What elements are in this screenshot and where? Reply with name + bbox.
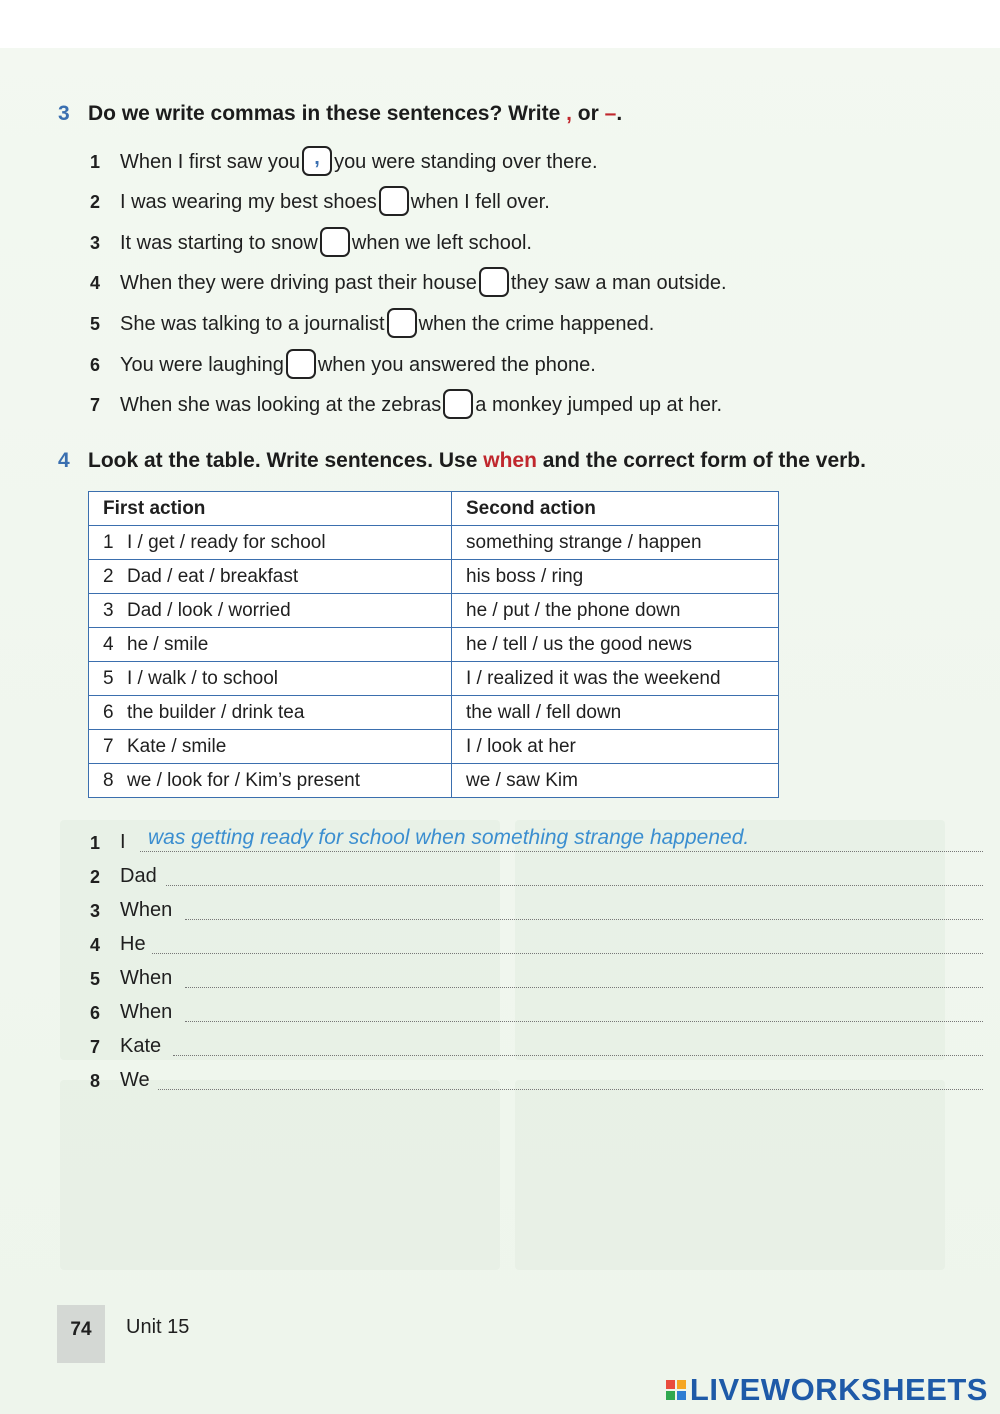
sentence-part: when you answered the phone.: [317, 354, 596, 376]
sentence-part: When I first saw you: [120, 151, 301, 173]
brand-text: LIVEWORKSHEETS: [689, 1372, 988, 1407]
row-number: 2: [103, 565, 114, 587]
exercise-4-title: [58, 449, 866, 473]
answer-row: [90, 894, 983, 924]
page-number: 74: [57, 1305, 105, 1363]
sentence-part: they saw a man outside.: [510, 272, 727, 294]
second-action-cell: he / put / the phone down: [452, 594, 779, 628]
table-row: [89, 594, 779, 628]
answer-number: 7: [90, 1037, 101, 1057]
comma-item: [90, 228, 532, 258]
second-action-cell: the wall / fell down: [452, 696, 779, 730]
instruction-text: Do we write commas in these sentences? Write: [88, 102, 567, 125]
row-number: 8: [103, 769, 114, 791]
answer-line[interactable]: [152, 952, 983, 954]
answer-line[interactable]: [185, 918, 983, 920]
cell-text: I / walk / to school: [127, 667, 279, 689]
answer-box[interactable]: [443, 389, 473, 419]
answer-number: 1: [90, 833, 101, 853]
sentence-part: When they were driving past their house: [120, 272, 477, 294]
second-action-cell: his boss / ring: [452, 560, 779, 594]
item-number: 6: [90, 355, 101, 375]
row-number: 7: [103, 735, 114, 757]
instruction-or: or: [571, 102, 605, 125]
answer-row: [90, 996, 983, 1026]
answer-box[interactable]: ,: [302, 146, 332, 176]
comma-symbol: ,: [566, 102, 572, 125]
answer-number: 3: [90, 901, 101, 921]
exercise-number: 4: [58, 449, 70, 472]
answer-stem: Dad: [120, 865, 157, 887]
comma-item: [90, 350, 596, 380]
comma-item: [90, 147, 598, 177]
second-action-cell: I / look at her: [452, 730, 779, 764]
first-action-cell: [89, 628, 452, 662]
row-number: 1: [103, 531, 114, 553]
background-panel: [60, 1080, 500, 1270]
item-number: 4: [90, 273, 101, 293]
cell-text: he / smile: [127, 633, 209, 655]
answer-line[interactable]: [185, 1020, 983, 1022]
comma-item: [90, 268, 727, 298]
row-number: 3: [103, 599, 114, 621]
row-number: 5: [103, 667, 114, 689]
answer-number: 6: [90, 1003, 101, 1023]
answer-stem: When: [120, 967, 173, 989]
sentence-part: When she was looking at the zebras: [120, 394, 442, 416]
sentence-part: when I fell over.: [410, 191, 550, 213]
item-number: 2: [90, 192, 101, 212]
table-row: [89, 730, 779, 764]
answer-number: 2: [90, 867, 101, 887]
second-action-cell: something strange / happen: [452, 526, 779, 560]
answer-line[interactable]: [158, 1088, 983, 1090]
table-header-row: [89, 492, 779, 526]
answer-row: [90, 1064, 983, 1094]
sentence-part: you were standing over there.: [334, 151, 598, 173]
answer-number: 8: [90, 1071, 101, 1091]
keyword-when: when: [483, 449, 537, 472]
cell-text: the builder / drink tea: [127, 701, 305, 723]
logo-mark-icon: [666, 1380, 686, 1400]
answer-row: [90, 860, 983, 890]
instruction-end: .: [616, 102, 623, 125]
answer-stem: When: [120, 1001, 173, 1023]
item-number: 3: [90, 233, 101, 253]
cell-text: we / look for / Kim’s present: [127, 769, 361, 791]
liveworksheets-logo: [666, 1372, 988, 1408]
cell-text: Kate / smile: [127, 735, 227, 757]
sentence-part: when we left school.: [351, 232, 532, 254]
header-second-action: Second action: [452, 492, 779, 526]
sentence-part: I was wearing my best shoes: [120, 191, 377, 213]
background-panel: [515, 1080, 945, 1270]
cell-text: Dad / look / worried: [127, 599, 291, 621]
answer-row: [90, 1030, 983, 1060]
sentence-part: It was starting to snow: [120, 232, 318, 254]
table-row: [89, 526, 779, 560]
item-number: 7: [90, 395, 101, 415]
second-action-cell: I / realized it was the weekend: [452, 662, 779, 696]
table-row: [89, 628, 779, 662]
first-action-cell: [89, 560, 452, 594]
table-row: [89, 696, 779, 730]
answer-box[interactable]: [387, 308, 417, 338]
second-action-cell: he / tell / us the good news: [452, 628, 779, 662]
comma-item: [90, 187, 550, 217]
answer-number: 4: [90, 935, 101, 955]
sentence-part: when the crime happened.: [418, 313, 655, 335]
cell-text: Dad / eat / breakfast: [127, 565, 299, 587]
exercise-number: 3: [58, 102, 70, 125]
item-number: 5: [90, 314, 101, 334]
answer-box[interactable]: [379, 186, 409, 216]
answer-row: [90, 928, 983, 958]
answer-stem: Kate: [120, 1035, 162, 1057]
item-number: 1: [90, 152, 101, 172]
first-action-cell: [89, 764, 452, 798]
instruction-text: and the correct form of the verb.: [536, 449, 866, 472]
answer-line[interactable]: [140, 850, 983, 852]
table-row: [89, 560, 779, 594]
header-first-action: First action: [89, 492, 452, 526]
answer-box[interactable]: [286, 349, 316, 379]
sentence-part: You were laughing: [120, 354, 284, 376]
dash-symbol: –: [604, 102, 617, 125]
comma-item: [90, 309, 654, 339]
answer-line[interactable]: [185, 986, 983, 988]
answer-row: [90, 962, 983, 992]
answer-stem: When: [120, 899, 173, 921]
answer-stem: He: [120, 933, 146, 955]
example-answer: was getting ready for school when something strange happened.: [148, 826, 750, 849]
table-row: [89, 764, 779, 798]
answer-box[interactable]: [320, 227, 350, 257]
table-row: [89, 662, 779, 696]
exercise-3-title: [58, 102, 622, 126]
answer-stem: We: [120, 1069, 150, 1091]
instruction-text: Look at the table. Write sentences. Use: [88, 449, 484, 472]
answer-line[interactable]: [173, 1054, 983, 1056]
answer-box[interactable]: [479, 267, 509, 297]
comma-item: [90, 390, 722, 420]
actions-table: [88, 491, 779, 798]
first-action-cell: [89, 662, 452, 696]
second-action-cell: we / saw Kim: [452, 764, 779, 798]
row-number: 6: [103, 701, 114, 723]
unit-label: Unit 15: [126, 1316, 190, 1338]
answer-row: [90, 826, 983, 856]
cell-text: I / get / ready for school: [127, 531, 326, 553]
row-number: 4: [103, 633, 114, 655]
first-action-cell: [89, 594, 452, 628]
top-margin: [0, 0, 1000, 48]
sentence-part: She was talking to a journalist: [120, 313, 385, 335]
answer-number: 5: [90, 969, 101, 989]
first-action-cell: [89, 730, 452, 764]
answer-line[interactable]: [166, 884, 983, 886]
answer-stem: I: [120, 831, 126, 853]
sentence-part: a monkey jumped up at her.: [475, 394, 723, 416]
first-action-cell: [89, 696, 452, 730]
first-action-cell: [89, 526, 452, 560]
